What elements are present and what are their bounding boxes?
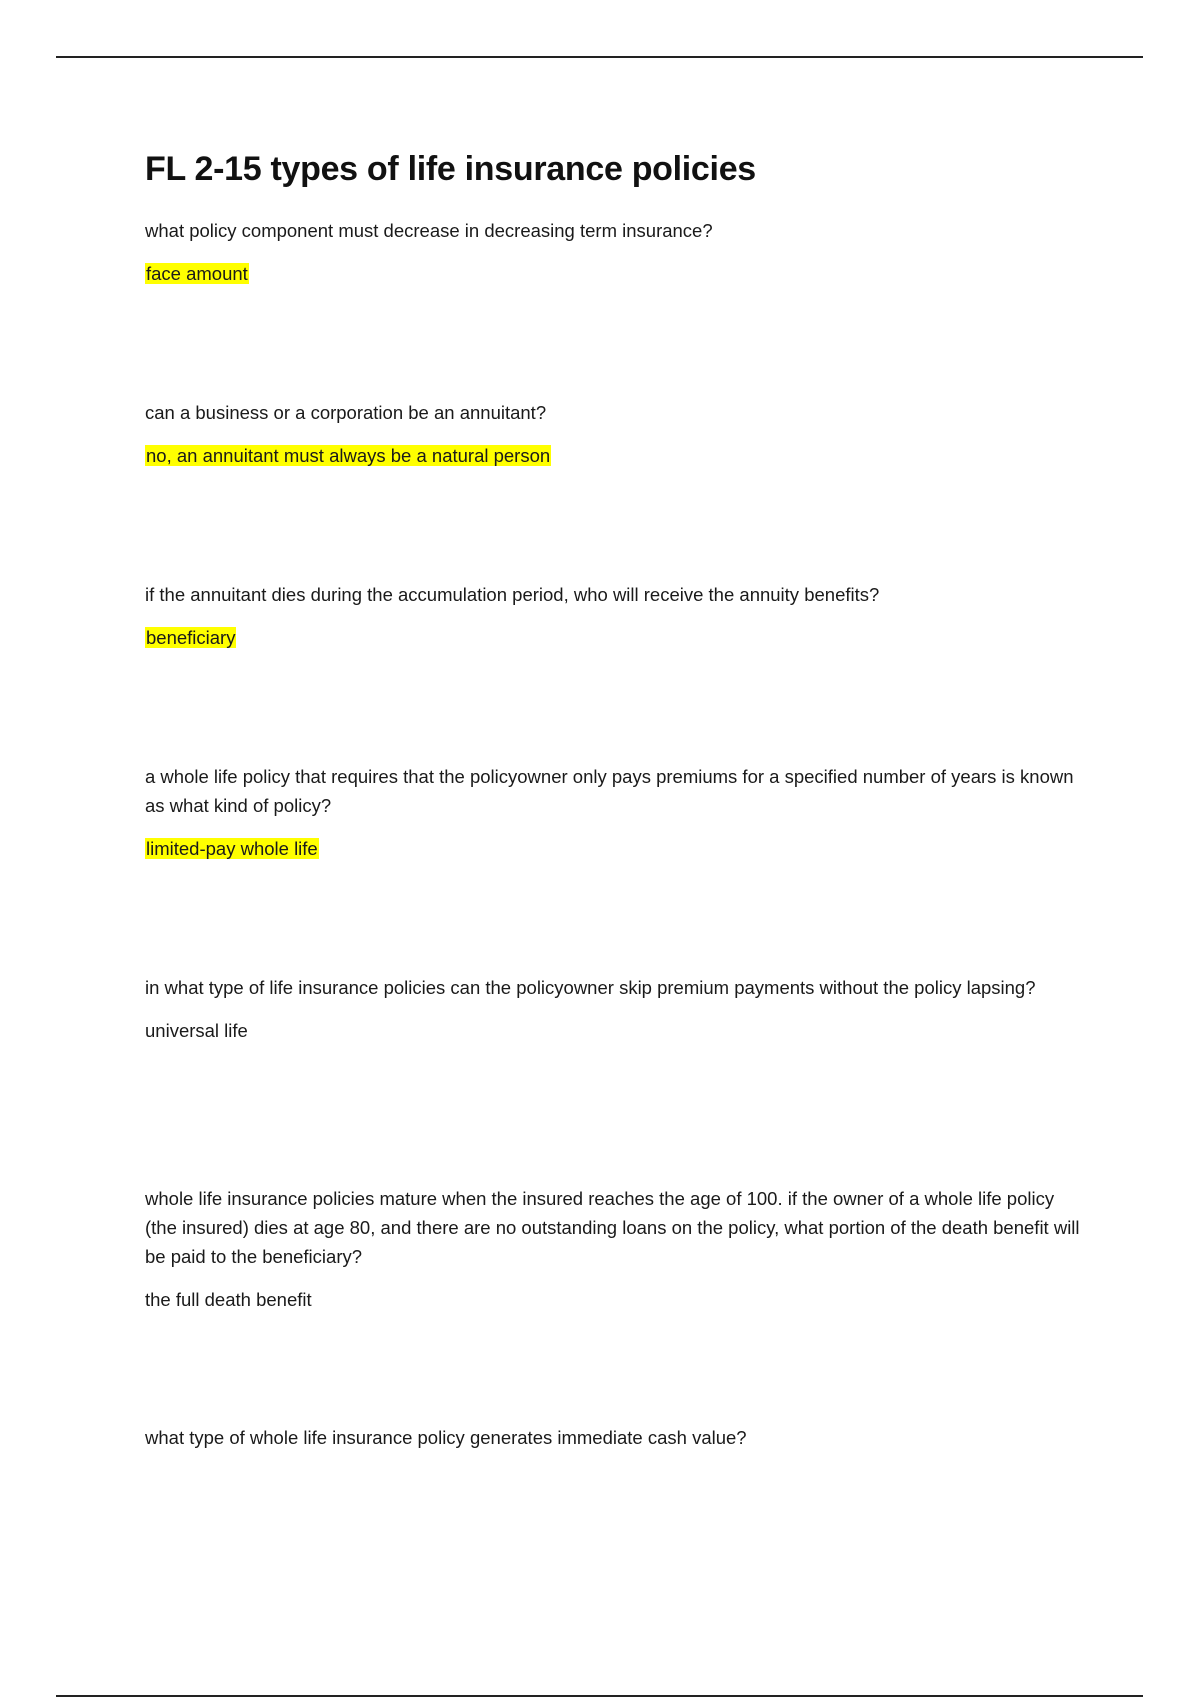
answer-text	[145, 624, 1085, 651]
qa-item-3	[145, 580, 1085, 651]
answer-highlight: face amount	[146, 263, 248, 284]
document-body	[145, 148, 1085, 1448]
answer-highlight: no, an annuitant must always be a natural person	[146, 445, 551, 466]
question-text: whole life insurance policies mature when the insured reaches the age of 100. if the owner of a whole life policy (the insured) dies at age 80, and there are no outstanding loans on the policy, what portion of the death benefit will be paid to the beneficiary?	[145, 1188, 1080, 1267]
question-text: what policy component must decrease in decreasing term insurance?	[145, 220, 713, 241]
qa-item-6	[145, 1184, 1085, 1313]
qa-item-2	[145, 398, 1085, 469]
answer-text	[145, 260, 1085, 287]
answer-text: universal life	[145, 1020, 248, 1041]
qa-item-4	[145, 762, 1085, 862]
answer-text: the full death benefit	[145, 1289, 312, 1310]
answer-text	[145, 442, 1085, 469]
answer-highlight: beneficiary	[146, 627, 236, 648]
footer-rule	[56, 1695, 1143, 1697]
question-text: can a business or a corporation be an annuitant?	[145, 402, 547, 423]
question-text: if the annuitant dies during the accumulation period, who will receive the annuity benefits?	[145, 584, 880, 605]
question-text: what type of whole life insurance policy generates immediate cash value?	[145, 1427, 747, 1448]
header-rule	[56, 56, 1143, 58]
qa-item-7	[145, 1423, 1085, 1452]
document-title: FL 2-15 types of life insurance policies	[145, 150, 756, 188]
qa-item-1	[145, 216, 1085, 287]
question-text: a whole life policy that requires that the policyowner only pays premiums for a specified number of years is known as what kind of policy?	[145, 766, 1074, 816]
answer-text	[145, 835, 1085, 862]
question-text: in what type of life insurance policies can the policyowner skip premium payments without the policy lapsing?	[145, 977, 1036, 998]
answer-highlight: limited-pay whole life	[146, 838, 318, 859]
qa-item-5	[145, 973, 1085, 1044]
